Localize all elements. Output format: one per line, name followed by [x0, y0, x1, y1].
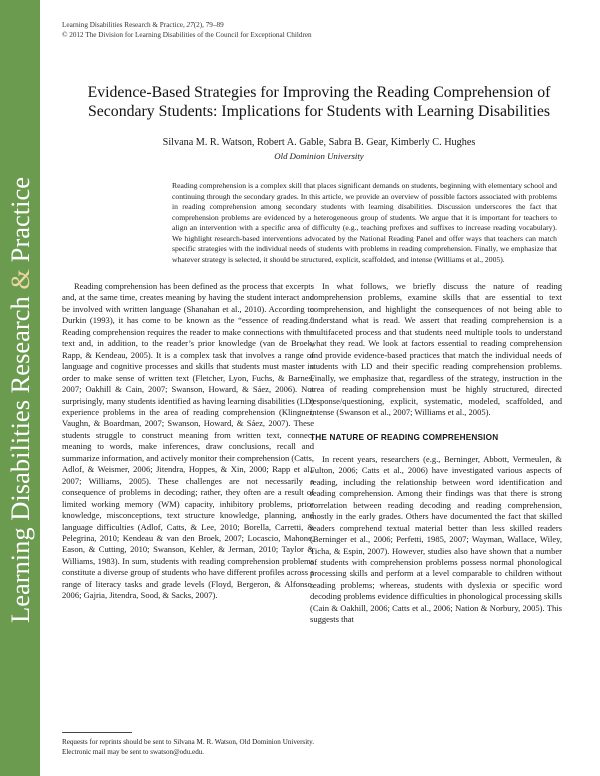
journal-issue-pages: (2), 79–89 — [193, 21, 224, 29]
body-paragraph: In recent years, researchers (e.g., Berninger, Abbott, Vermeulen, & Fulton, 2006; Catts et al., 2006) have investigated various aspects of reading, including the relationship between word identification and reading comprehension. Among their findings was that there is strong correlation between reading decoding and reading comprehension, mostly in the early grades. Others have documented the fact that skilled readers comprehend textual material better than less skilled readers (Berninger et al., 2006; Perfetti, 1985, 2007; Wayman, Wallace, Wiley, Ticha, & Espin, 2007). However, studies also have shown that a number of students with comprehension problems possess normal phonological processing skills and perform at a level comparable to children without reading problems; whereas, students with dyslexia or specific word decoding problems evidence difficulties in phonological processing skills (Cain & Oakhill, 2006; Catts et al., 2006; Nation & Norbury, 2005). This suggests that — [310, 453, 562, 625]
article-abstract: Reading comprehension is a complex skill that places significant demands on students, beginning with elementary school and continuing through the secondary grades. In this article, we provide an overview of possible factors associated with problems in reading comprehension among secondary students with learning disabilities. Discussion underscores the fact that comprehension problems are evidenced by a heterogeneous group of students. We argue that it is important for teachers to align an intervention with a specific area of difficulty (e.g., teaching prefixes and suffixes to increase reading vocabulary). We highlight research-based interventions advocated by the National Reading Panel and offer ways that teachers can match specific strategies with the individual needs of students with problems in reading comprehension. Finally, we emphasize that whatever strategy is selected, it should be structured, explicit, scaffolded, and intense (Williams et al., 2005). — [172, 181, 557, 264]
journal-name: Learning Disabilities Research & Practice, — [62, 21, 187, 29]
footnote-divider — [62, 732, 132, 733]
article-title-line2: Secondary Students: Implications for Students with Learning Disabilities — [88, 103, 550, 120]
article-title-line1: Evidence-Based Strategies for Improving the Reading Comprehension of — [87, 84, 551, 101]
sidebar-title-part2: Practice — [4, 177, 35, 269]
journal-copyright: © 2012 The Division for Learning Disabilities of the Council for Exceptional Children — [62, 31, 312, 39]
sidebar-title-part1: Learning Disabilities Research — [4, 289, 35, 623]
journal-sidebar-banner — [0, 0, 40, 776]
article-authors: Silvana M. R. Watson, Robert A. Gable, Sabra B. Gear, Kimberly C. Hughes — [162, 137, 476, 148]
journal-citation-line1 — [62, 20, 312, 30]
reprint-footnote: Requests for reprints should be sent to Silvana M. R. Watson, Old Dominion University. Electronic mail may be sent to swatson@odu.edu. — [62, 738, 314, 756]
author-affiliation: Old Dominion University — [274, 151, 364, 161]
body-column-left — [62, 281, 314, 729]
body-paragraph: Reading comprehension has been defined as the process that excerpts and, at the same time, creates meaning by having the student interact and be involved with written language (Shanahan et al., 2010). According to Durkin (1993), it has come to be known as the “essence of reading.” Reading comprehension requires the reader to make connections with the text and, in addition, to the reader’s prior knowledge (van de Broek, Rapp, & Kendeau, 2005). It is a complex task that involves a range of language and cognitive processes and skills that students must master in order to make sense of written text (Fletcher, Lyon, Fuchs, & Barnes, 2007; Oakhill & Cain, 2007; Swanson, Howard, & Sáez, 2006). Not surprisingly, many students identified as having learning disabilities (LD) experience problems in the area of reading comprehension (Klingner, Vaughn, & Boardman, 2007; Swanson, Howard, & Sáez, 2007). These students struggle to construct meaning from written text, connect meaning to words, make inferences, draw conclusions, recall and summarize information, and actively monitor their comprehension (Catts, Adlof, & Weismer, 2006; Jitendra, Hoppes, & Xin, 2000; Rapp et al., 2007; Williams, 2005). These challenges are not necessarily a consequence of problems in decoding; rather, they often are a result of limited working memory (WM) capacity, inhibitory problems, prior knowledge, misconceptions, text structure knowledge, planning, and language difficulties (Adlof, Catts, & Lee, 2010; Borella, Carretti, & Pelegrina, 2010; Kendeau & van den Broek, 2007; Locascio, Mahone, Eason, & Cutting, 2010; Swanson, Kehler, & Jerman, 2010; Taylor & Williams, 1983). In sum, students with reading comprehension problems constitute a diverse group of students who have different profiles across a range of literacy tasks and grade levels (Floyd, Bergeron, & Alfonso, 2006; Gajria, Jitendra, Sood, & Sacks, 2007). — [62, 281, 314, 601]
sidebar-journal-title — [4, 177, 35, 623]
article-title — [62, 83, 576, 121]
sidebar-ampersand: & — [4, 268, 35, 290]
journal-citation — [62, 20, 312, 40]
body-paragraph: In what follows, we briefly discuss the nature of reading comprehension problems, examine skills that are essential to text comprehension, and highlight the consequences of not being able to understand what is read. We assert that reading comprehension is a multifaceted process and that students need multiple tools to understand what they read. We look at factors essential to reading comprehension and provide evidence-based practices that match the individual needs of students with LD and their specific reading comprehension problems. Finally, we emphasize that, regardless of the strategy, instruction in the area of reading comprehension must be highly structured, directed response/questioning, explicit, systematic, modeled, scaffolded, and intense (Swanson et al., 2007; Williams et al., 2005). — [310, 281, 562, 417]
section-heading: THE NATURE OF READING COMPREHENSION — [310, 433, 499, 443]
body-column-right — [310, 281, 562, 766]
journal-volume: 27 — [186, 21, 194, 29]
